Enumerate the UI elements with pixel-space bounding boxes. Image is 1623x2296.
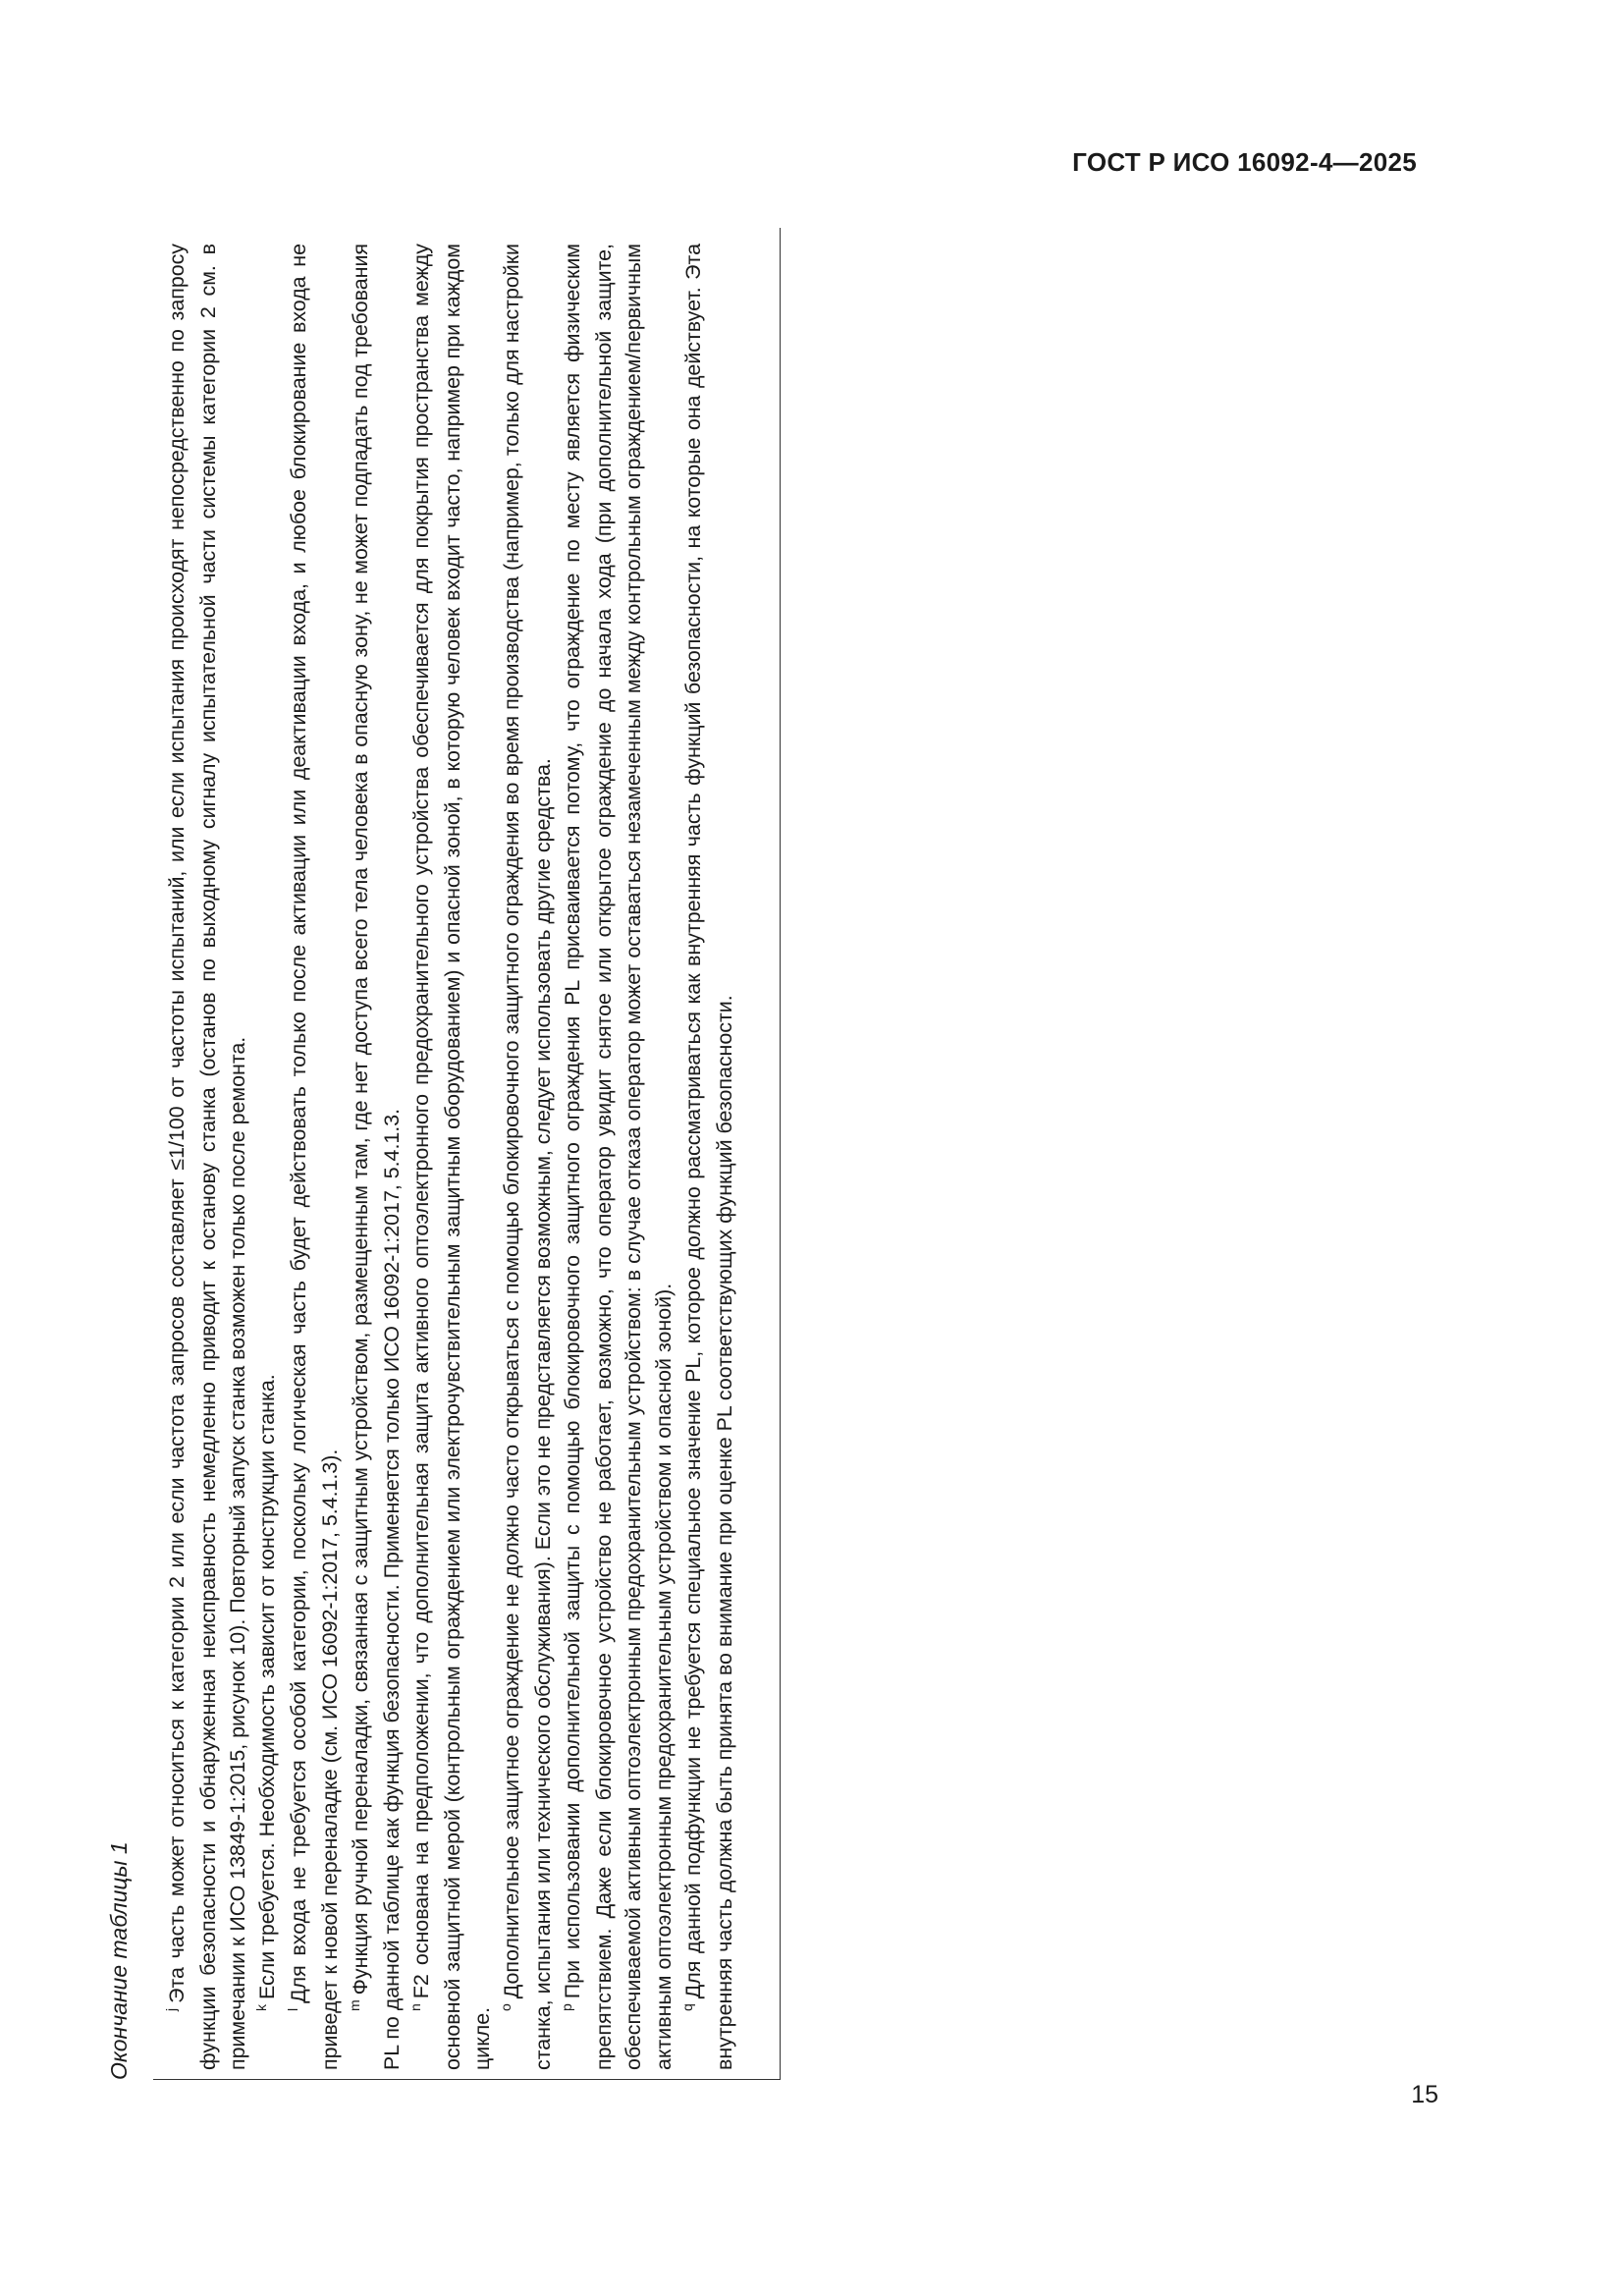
footnote-mark: k [253, 2004, 270, 2011]
document-header: ГОСТ Р ИСО 16092-4—2025 [1072, 147, 1417, 177]
footnotes-list [162, 244, 739, 2070]
footnote-m [346, 244, 406, 2070]
rotated-table-footnotes [106, 224, 793, 2080]
footnote-p [558, 244, 677, 2070]
footnote-text: F2 основана на предположении, что дополнительная защита активного оптоэлектронного предохранительного устройства обеспечивается для покрытия пространства между основной защитной мерой (контрольным ограждением или электрочувствительным защитным оборудованием) и опасной зоной, в которую человек входит часто, например при каждом цикле. [408, 244, 494, 2070]
page-number: 15 [1411, 2081, 1438, 2108]
footnote-l [284, 244, 345, 2070]
footnote-text: Для входа не требуется особой категории, поскольку логическая часть будет действовать только после активации или деактивации входа, и любое блокирование входа не приведет к новой переналадке (см. ИСО 16092-1:2017, 5.4.1.3). [287, 244, 343, 2070]
footnote-mark: l [285, 2007, 301, 2011]
footnote-k [252, 244, 284, 2070]
footnote-text: Для данной подфункции не требуется специальное значение PL, которое должно рассматриваться как внутренняя часть функций безопасности, на которые она действует. Эта внутренняя часть должна быть принята во внимание при оценке PL соответствующих функций безопасности. [680, 244, 736, 2070]
footnote-j [162, 244, 252, 2070]
footnote-mark: q [678, 2003, 695, 2011]
footnote-text: Эта часть может относиться к категории 2 или если частота запросов составляет ≤1/100 от частоты испытаний, или если испытания происходят непосредственно по запросу функции безопасности и обнаруженная неисправность немедленно приводит к останову станка (останов по выходному сигналу испытательной части системы категории 2 см. в примечании к ИСО 13849-1:2015, рисунок 10). Повторный запуск станка возможен только после ремонта. [165, 244, 250, 2070]
footnote-text: Дополнительное защитное ограждение не должно часто открываться с помощью блокировочного защитного ограждения во время производства (например, только для настройки станка, испытания или технического обслуживания). Если это не представляется возможным, следует использовать другие средства. [500, 244, 556, 2070]
footnote-o [497, 244, 558, 2070]
table-caption: Окончание таблицы 1 [106, 1841, 132, 2080]
footnote-q [678, 244, 739, 2070]
footnote-n [406, 244, 497, 2070]
footnote-text: Функция ручной переналадки, связанная с защитным устройством, размещенным там, где нет доступа всего тела человека в опасную зону, не может подпадать под требования PL по данной таблице как функция безопасности. Применяется только ИСО 16092-1:2017, 5.4.1.3. [348, 244, 404, 2070]
footnote-mark: j [163, 2007, 179, 2011]
footnote-text: При использовании дополнительной защиты с помощью блокировочного защитного ограждения PL присваивается потому, что ограждение по месту является физическим препятствием. Даже если блокировочное устройство не работает, возможно, что оператор увидит снятое или открытое ограждение до начала хода (при дополнительной защите, обеспечиваемой активным оптоэлектронным предохранительным устройством: в случае отказа оператор может оставаться незамеченным между контрольным ограждением/первичным активным оптоэлектронным предохранительным устройством и опасной зоной). [561, 244, 676, 2070]
footnote-text: Если требуется. Необходимость зависит от конструкции станка. [255, 1374, 280, 1999]
footnote-mark: m [346, 1999, 362, 2011]
footnote-mark: o [498, 2003, 514, 2011]
footnote-mark: p [559, 2003, 575, 2011]
footnote-mark: n [406, 2003, 423, 2011]
